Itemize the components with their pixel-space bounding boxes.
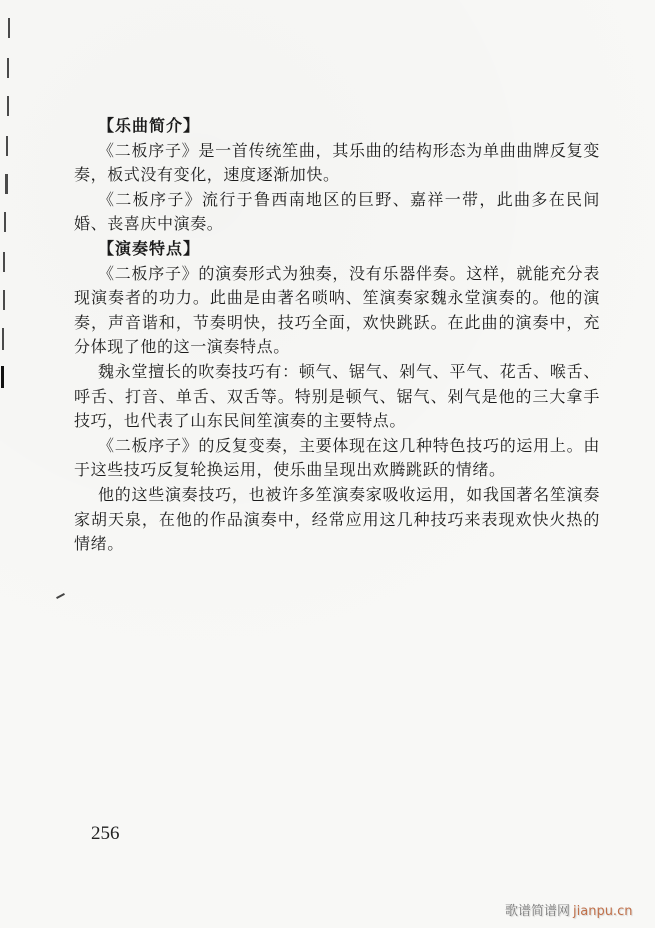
binding-mark bbox=[2, 328, 4, 350]
scan-artifact-mark bbox=[56, 593, 65, 599]
binding-mark bbox=[3, 252, 5, 272]
watermark-site-name: 歌谱简谱网 bbox=[505, 904, 571, 919]
binding-mark bbox=[4, 212, 6, 232]
binding-mark bbox=[1, 366, 4, 388]
paragraph: 魏永堂擅长的吹奏技巧有：顿气、锯气、剁气、平气、花舌、喉舌、呼舌、打音、单舌、双舌等。特别是顿气、锯气、剁气是他的三大拿手技巧，也代表了山东民间笙演奏的主要特点。 bbox=[74, 361, 600, 431]
binding-marks bbox=[0, 0, 20, 560]
section-heading: 【演奏特点】 bbox=[98, 238, 201, 258]
paragraph: 《二板序子》的演奏形式为独奏，没有乐器伴奏。这样，就能充分表现演奏者的功力。此曲是由著名唢呐、笙演奏家魏永堂演奏的。他的演奏，声音谐和，节奏明快，技巧全面，欢快跳跃。在此曲的演奏中，充分体现了他的这一演奏特点。 bbox=[74, 263, 600, 357]
document-body bbox=[74, 114, 600, 557]
section-heading: 【乐曲简介】 bbox=[98, 116, 201, 135]
binding-mark bbox=[5, 174, 8, 194]
binding-mark bbox=[7, 58, 9, 78]
binding-mark bbox=[3, 290, 5, 310]
watermark bbox=[505, 900, 632, 919]
page-number: 256 bbox=[91, 823, 120, 844]
watermark-domain: jianpu.cn bbox=[573, 904, 633, 919]
paragraph: 《二板序子》流行于鲁西南地区的巨野、嘉祥一带，此曲多在民间婚、丧喜庆中演奏。 bbox=[74, 189, 600, 234]
paragraph: 《二板序子》的反复变奏，主要体现在这几种特色技巧的运用上。由于这些技巧反复轮换运用，使乐曲呈现出欢腾跳跃的情绪。 bbox=[74, 435, 600, 480]
binding-mark bbox=[8, 18, 10, 38]
binding-mark bbox=[6, 136, 8, 156]
section-performance-features bbox=[74, 237, 600, 557]
section-introduction bbox=[74, 114, 600, 237]
paragraph: 《二板序子》是一首传统笙曲，其乐曲的结构形态为单曲曲牌反复变奏，板式没有变化，速度逐渐加快。 bbox=[74, 140, 600, 185]
binding-mark bbox=[7, 96, 9, 116]
paragraph: 他的这些演奏技巧，也被许多笙演奏家吸收运用，如我国著名笙演奏家胡天泉，在他的作品演奏中，经常应用这几种技巧来表现欢快火热的情绪。 bbox=[74, 484, 600, 554]
